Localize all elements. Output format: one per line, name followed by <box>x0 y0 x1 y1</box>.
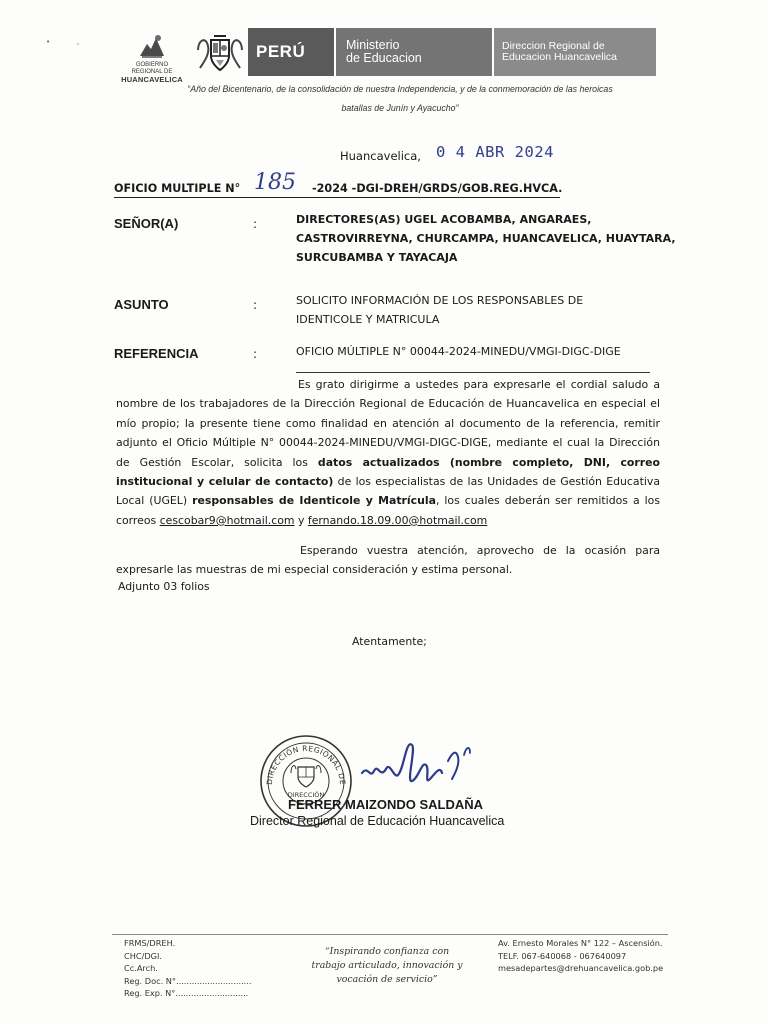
closing-salutation: Atentamente; <box>352 635 427 648</box>
logo-line-1: GOBIERNO REGIONAL DE <box>131 62 173 75</box>
body-paragraph-2: Esperando vuestra atención, aprovecho de la ocasión para expresarle las muestras de mi especial consideración y estima personal. <box>116 544 660 577</box>
signer-name: FERRER MAIZONDO SALDAÑA <box>288 797 483 812</box>
footer-ref-4: Reg. Doc. N°............................. <box>124 975 252 986</box>
footer-divider <box>112 934 668 935</box>
attachment-note: Adjunto 03 folios <box>118 580 210 593</box>
oficio-number-handwritten: 185 <box>254 170 296 195</box>
date-stamp: 0 4 ABR 2024 <box>436 143 554 161</box>
huancavelica-emblem-icon <box>138 32 166 60</box>
year-motto <box>140 80 660 118</box>
peru-segment: PERÚ <box>248 28 334 76</box>
ministry-segment <box>334 28 492 76</box>
directorate-line-1: Direccion Regional de <box>502 40 605 52</box>
footer-address: Av. Ernesto Morales N° 122 – Ascensión. <box>498 938 663 948</box>
subject-colon: : <box>253 298 258 312</box>
peru-coat-of-arms <box>194 32 246 76</box>
year-motto-line-1: “Año del Bicentenario, de la consolidación de nuestra Independencia, y de la conmemoración de las heroicas <box>187 84 613 94</box>
oficio-underline <box>114 197 560 198</box>
date-city: Huancavelica, <box>340 149 421 163</box>
footer-motto-line-1: “Inspirando confianza con <box>324 946 450 957</box>
p1-bold-data: datos actualizados (nombre completo, DNI, correo institucional y celular de contacto) <box>116 455 660 489</box>
signer-title: Director Regional de Educación Huancavelica <box>250 814 505 828</box>
footer-email[interactable]: mesadepartes@drehuancavelica.gob.pe <box>498 963 664 974</box>
recipient-label: SEÑOR(A) <box>114 216 179 231</box>
seal-center-text: DIRECCIÓN <box>287 791 325 799</box>
coat-of-arms-icon <box>194 32 246 76</box>
subject-line-1: SOLICITO INFORMACIÓN DE LOS RESPONSABLES DE <box>296 294 584 307</box>
oficio-label: OFICIO MULTIPLE N° <box>114 182 241 195</box>
recipient-value <box>296 210 676 267</box>
footer-references <box>124 937 251 1000</box>
government-banner <box>248 28 656 76</box>
ministry-line-1: Ministerio <box>346 38 400 52</box>
oficio-code: -2024 -DGI-DREH/GRDS/GOB.REG.HVCA. <box>312 182 563 195</box>
p1-text-a: Es grato dirigirme a ustedes para expresarle el cordial saludo a nombre de los trabajadores de la Dirección Regional de Educación de Huancavelica en especial el mío propio; la presente tiene como finalidad en atención al documento de la referencia, remitir adjunto el Oficio Múltiple N° 00044-2024-MINEDU/VMGI-DIGC-DIGE, mediante el cual la Dirección de Gestión Escolar, solicita los <box>116 378 660 469</box>
footer-phone: TELF. 067-640068 - 067640097 <box>498 950 627 961</box>
year-motto-line-2: batallas de Junín y Ayacucho” <box>341 103 459 113</box>
recipient-colon: : <box>253 217 258 231</box>
footer-ref-2: CHC/DGI. <box>124 950 163 961</box>
footer-motto <box>302 945 472 987</box>
recipient-line-1: DIRECTORES(AS) UGEL ACOBAMBA, ANGARAES, <box>296 213 592 226</box>
footer-ref-1: FRMS/DREH. <box>124 938 176 948</box>
p1-text-d: y <box>294 513 308 527</box>
p1-text-b: de los especialistas de las Unidades de Gestión Educativa Local (UGEL) <box>116 475 660 508</box>
recipient-line-2: CASTROVIRREYNA, CHURCAMPA, HUANCAVELICA, HUAYTARA, <box>296 232 676 245</box>
directorate-line-2: Educacion Huancavelica <box>502 51 617 63</box>
subject-label: ASUNTO <box>114 297 169 312</box>
subject-value <box>296 291 626 329</box>
footer-ref-3: Cc.Arch. <box>124 963 158 974</box>
directorate-segment <box>492 28 656 76</box>
footer-motto-line-3: vocación de servicio” <box>336 974 438 985</box>
email-link-2[interactable]: fernando.18.09.00@hotmail.com <box>307 513 488 527</box>
email-link-1[interactable]: cescobar9@hotmail.com <box>159 513 295 527</box>
scan-mark: • , <box>46 38 80 46</box>
reference-value: OFICIO MÚLTIPLE N° 00044-2024-MINEDU/VMGI-DIGC-DIGE <box>296 345 621 358</box>
reference-rule <box>296 372 650 373</box>
reference-colon: : <box>253 347 258 361</box>
body-paragraph-1 <box>116 375 660 530</box>
p1-bold-responsables: responsables de Identicole y Matrícula <box>192 494 436 508</box>
logo-line-2: HUANCAVELICA <box>121 75 183 84</box>
svg-text:DIRECCIÓN REGIONAL DE EDUCACIÓ <box>258 733 347 785</box>
p1-text-c: , los cuales deberán ser remitidos a los correos <box>116 494 660 527</box>
footer-contact <box>498 937 663 975</box>
recipient-line-3: SURCUBAMBA Y TAYACAJA <box>296 251 458 264</box>
subject-line-2: IDENTICOLE Y MATRICULA <box>296 313 440 326</box>
footer-ref-5: Reg. Exp. N°............................ <box>124 988 249 999</box>
reference-label: REFERENCIA <box>114 346 199 361</box>
seal-text: DIRECCIÓN REGIONAL DE <box>264 743 348 786</box>
regional-government-logo <box>120 30 183 84</box>
ministry-line-2: de Educacion <box>346 51 422 65</box>
footer-motto-line-2: trabajo articulado, innovación y <box>311 960 463 971</box>
